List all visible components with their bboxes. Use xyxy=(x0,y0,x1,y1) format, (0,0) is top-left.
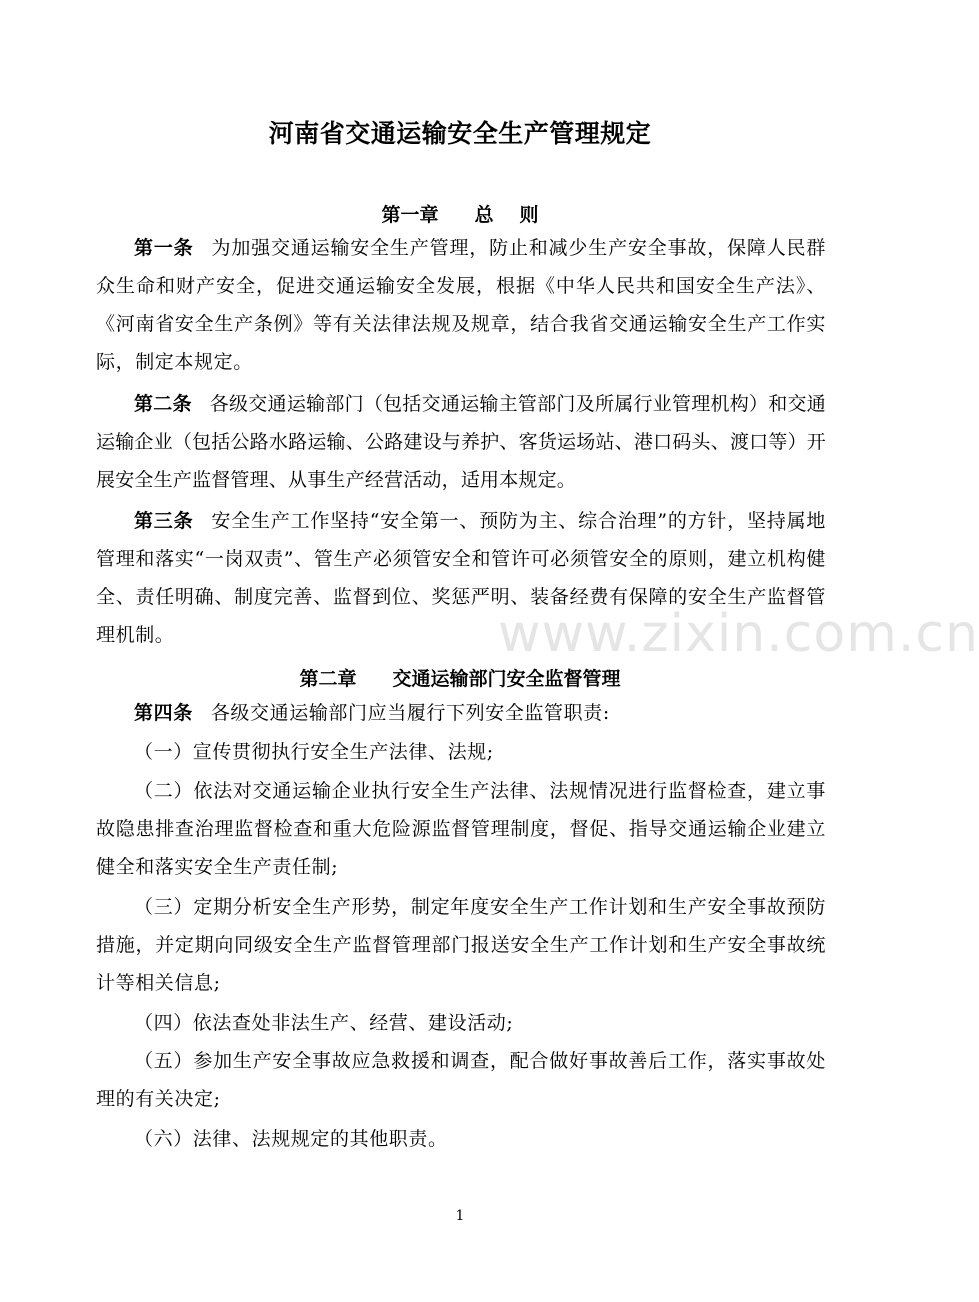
chapter-1-name-part2: 则 xyxy=(519,204,539,226)
article-4-number: 第四条 xyxy=(134,702,193,724)
article-4-item-1: （一）宣传贯彻执行安全生产法律、法规; xyxy=(134,741,494,763)
article-3-number: 第三条 xyxy=(134,510,194,532)
article-3-text: 安全生产工作坚持“安全第一、预防为主、综合治理”的方针，坚持属地管理和落实“一岗双责”、管生产必须管安全和管许可必须管安全的原则，建立机构健全、责任明确、制度完善、监督到位、奖惩严明、装备经费有保障的安全生产监督管理机制。 xyxy=(96,510,826,646)
article-1-text: 为加强交通运输安全生产管理，防止和减少生产安全事故，保障人民群众生命和财产安全，促进交通运输安全发展，根据《中华人民共和国安全生产法》、《河南省安全生产条例》等有关法律法规及规章，结合我省交通运输安全生产工作实际，制定本规定。 xyxy=(96,237,826,373)
chapter-1-number: 第一章 xyxy=(381,204,439,226)
chapter-2-heading xyxy=(0,664,920,691)
watermark: www.zixin.com.cn xyxy=(498,604,979,664)
chapter-1-name-part1: 总 xyxy=(474,204,494,226)
article-1 xyxy=(96,229,826,381)
page-number: 1 xyxy=(455,1208,465,1224)
chapter-2-name: 交通运输部门安全监督管理 xyxy=(392,668,621,690)
article-4-item-6: （六）法律、法规规定的其他职责。 xyxy=(134,1128,448,1150)
article-4-text: 各级交通运输部门应当履行下列安全监管职责: xyxy=(210,702,610,724)
article-2-text: 各级交通运输部门（包括交通运输主管部门及所属行业管理机构）和交通运输企业（包括公路水路运输、公路建设与养护、客货运场站、港口码头、渡口等）开展安全生产监督管理、从事生产经营活动，适用本规定。 xyxy=(96,393,826,491)
article-2-number: 第二条 xyxy=(134,393,192,415)
article-2 xyxy=(96,385,826,499)
article-4 xyxy=(96,694,826,732)
article-4-item-4: （四）依法查处非法生产、经营、建设活动; xyxy=(134,1012,514,1034)
chapter-2-number: 第二章 xyxy=(299,668,357,690)
document-title: 河南省交通运输安全生产管理规定 xyxy=(268,119,652,148)
article-1-number: 第一条 xyxy=(134,237,194,259)
article-4-item-3: （三）定期分析安全生产形势，制定年度安全生产工作计划和生产安全事故预防措施，并定期向同级安全生产监督管理部门报送安全生产工作计划和生产安全事故统计等相关信息; xyxy=(96,896,826,994)
article-4-item-5: （五）参加生产安全事故应急救援和调查，配合做好事故善后工作，落实事故处理的有关决定; xyxy=(96,1050,826,1110)
chapter-1-heading xyxy=(0,200,920,227)
article-4-item-2: （二）依法对交通运输企业执行安全生产法律、法规情况进行监督检查，建立事故隐患排查治理监督检查和重大危险源监督管理制度，督促、指导交通运输企业建立健全和落实安全生产责任制; xyxy=(96,780,826,878)
